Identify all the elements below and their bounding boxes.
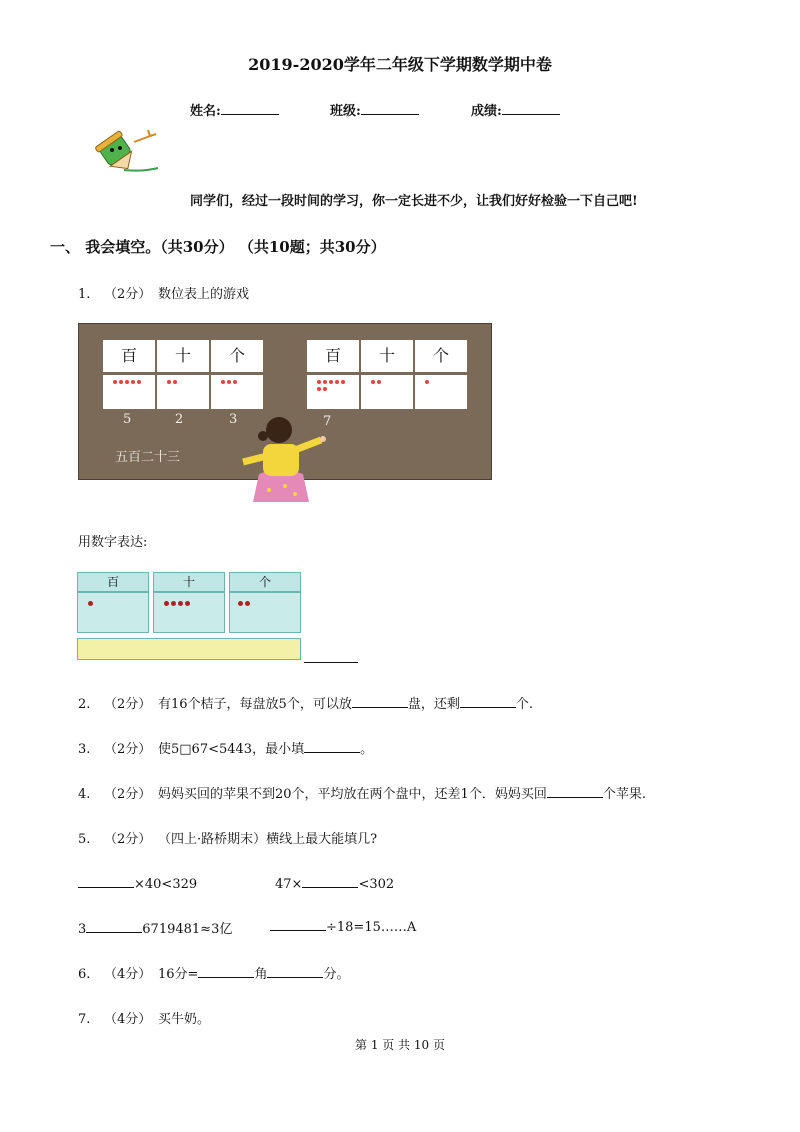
board-header-tens: 十 <box>157 340 209 372</box>
question-6 <box>78 963 349 982</box>
counter-dot-icon <box>173 380 177 384</box>
answer-blank[interactable] <box>267 965 323 978</box>
class-field <box>330 100 419 119</box>
page-footer: 第 1 页 共 10 页 <box>355 1038 445 1052</box>
answer-blank[interactable] <box>302 875 358 888</box>
question-1 <box>78 283 249 302</box>
q-text: 有16个桔子，每盘放5个，可以放 <box>158 697 352 712</box>
q-text: 个. <box>515 697 533 712</box>
q-number: 1. <box>78 287 91 302</box>
counter-dot-icon <box>317 387 321 391</box>
counter-dot-icon <box>227 380 231 384</box>
counter-dot-icon <box>164 601 169 606</box>
table-cell-tens <box>153 592 225 633</box>
answer-table <box>77 572 303 664</box>
answer-blank[interactable] <box>547 785 603 798</box>
name-blank[interactable] <box>221 102 279 115</box>
section-title: 一、 我会填空。（共30分） （共10题；共30分） <box>50 238 386 256</box>
answer-blank[interactable] <box>352 695 408 708</box>
q1-prompt: 用数字表达: <box>78 535 148 550</box>
score-blank[interactable] <box>502 102 560 115</box>
answer-blank[interactable] <box>78 875 134 888</box>
q-number: 6. <box>78 967 91 982</box>
class-blank[interactable] <box>361 102 419 115</box>
chalk-digit: 2 <box>175 412 184 427</box>
q-text: 分。 <box>323 967 350 982</box>
board-header-ones: 个 <box>415 340 467 372</box>
q-text: 角 <box>254 967 268 982</box>
q-number: 3. <box>78 742 91 757</box>
q-score: （2分） <box>104 697 152 712</box>
board-cell <box>211 375 263 409</box>
answer-blank[interactable] <box>270 918 326 931</box>
counter-dot-icon <box>221 380 225 384</box>
board-cell <box>157 375 209 409</box>
q5-expression-3 <box>78 918 232 937</box>
counter-dot-icon <box>185 601 190 606</box>
q-score: （2分） <box>104 742 152 757</box>
question-2 <box>78 693 533 712</box>
table-header-ones: 个 <box>229 572 301 592</box>
board-cell <box>361 375 413 409</box>
q-text: 数位表上的游戏 <box>158 287 250 302</box>
score-label: 成绩: <box>471 104 502 119</box>
q-text: 盘，还剩 <box>407 697 460 712</box>
q-text: ÷18=15……A <box>326 920 417 935</box>
q1-answer-blank[interactable] <box>304 650 358 663</box>
counter-dot-icon <box>233 380 237 384</box>
board-cell <box>307 375 359 409</box>
counter-dot-icon <box>171 601 176 606</box>
answer-blank[interactable] <box>198 965 254 978</box>
board-cell <box>415 375 467 409</box>
q-text: 47× <box>275 877 303 892</box>
page-title: 2019-2020学年二年级下学期数学期中卷 <box>248 55 552 74</box>
chalk-digit: 3 <box>229 412 238 427</box>
pencil-mascot-icon <box>94 124 162 176</box>
q-score: （2分） <box>104 832 152 847</box>
name-field <box>190 100 279 119</box>
counter-dot-icon <box>245 601 250 606</box>
counter-dot-icon <box>323 387 327 391</box>
table-header-hundreds: 百 <box>77 572 149 592</box>
girl-drawing-icon <box>237 412 332 502</box>
answer-blank[interactable] <box>304 740 360 753</box>
question-7 <box>78 1008 210 1027</box>
q-text: 个苹果. <box>602 787 646 802</box>
q-text: （四上·路桥期末）横线上最大能填几? <box>158 832 378 847</box>
counter-dot-icon <box>167 380 171 384</box>
counter-dot-icon <box>88 601 93 606</box>
counter-dot-icon <box>341 380 345 384</box>
q-number: 2. <box>78 697 91 712</box>
board-cell <box>103 375 155 409</box>
chalk-digit: 7 <box>323 414 332 429</box>
counter-dot-icon <box>377 380 381 384</box>
score-field <box>471 100 560 119</box>
answer-blank[interactable] <box>460 695 516 708</box>
table-cell-hundreds <box>77 592 149 633</box>
q-text: <302 <box>358 877 395 892</box>
counter-dot-icon <box>178 601 183 606</box>
q5-expression-4 <box>270 918 416 935</box>
counter-dot-icon <box>335 380 339 384</box>
q-text: 使5□67<5443，最小填 <box>158 742 305 757</box>
answer-box[interactable] <box>77 638 301 660</box>
greeting-text: 同学们，经过一段时间的学习，你一定长进不少，让我们好好检验一下自己吧! <box>190 194 638 209</box>
answer-blank[interactable] <box>86 920 142 933</box>
place-value-board <box>78 323 492 480</box>
board-header-hundreds: 百 <box>307 340 359 372</box>
q-text: 妈妈买回的苹果不到20个，平均放在两个盘中，还差1个．妈妈买回 <box>158 787 547 802</box>
q-score: （2分） <box>104 787 152 802</box>
counter-dot-icon <box>113 380 117 384</box>
q5-expression-1 <box>78 875 197 892</box>
counter-dot-icon <box>317 380 321 384</box>
counter-dot-icon <box>125 380 129 384</box>
q-text: 买牛奶。 <box>158 1012 211 1027</box>
board-header-hundreds: 百 <box>103 340 155 372</box>
class-label: 班级: <box>330 104 361 119</box>
q-score: （4分） <box>104 967 152 982</box>
q5-expression-2 <box>275 875 394 892</box>
chalk-digit: 5 <box>123 412 132 427</box>
question-4 <box>78 783 646 802</box>
name-label: 姓名: <box>190 104 221 119</box>
counter-dot-icon <box>371 380 375 384</box>
q-number: 5. <box>78 832 91 847</box>
board-header-tens: 十 <box>361 340 413 372</box>
question-5 <box>78 828 377 847</box>
counter-dot-icon <box>131 380 135 384</box>
counter-dot-icon <box>425 380 429 384</box>
table-cell-ones <box>229 592 301 633</box>
q-number: 4. <box>78 787 91 802</box>
counter-dot-icon <box>329 380 333 384</box>
q-score: （4分） <box>104 1012 152 1027</box>
counter-dot-icon <box>119 380 123 384</box>
q-text: 16分= <box>158 967 199 982</box>
board-header-ones: 个 <box>211 340 263 372</box>
table-header-tens: 十 <box>153 572 225 592</box>
q-text: 3 <box>78 922 87 937</box>
counter-dot-icon <box>323 380 327 384</box>
q-text: 。 <box>360 742 374 757</box>
question-3 <box>78 738 373 757</box>
chalk-text: 五百二十三 <box>115 450 181 465</box>
counter-dot-icon <box>137 380 141 384</box>
counter-dot-icon <box>238 601 243 606</box>
q-text: ×40<329 <box>134 877 198 892</box>
q-text: 6719481≈3亿 <box>142 922 233 937</box>
q-score: （2分） <box>104 287 152 302</box>
q-number: 7. <box>78 1012 91 1027</box>
